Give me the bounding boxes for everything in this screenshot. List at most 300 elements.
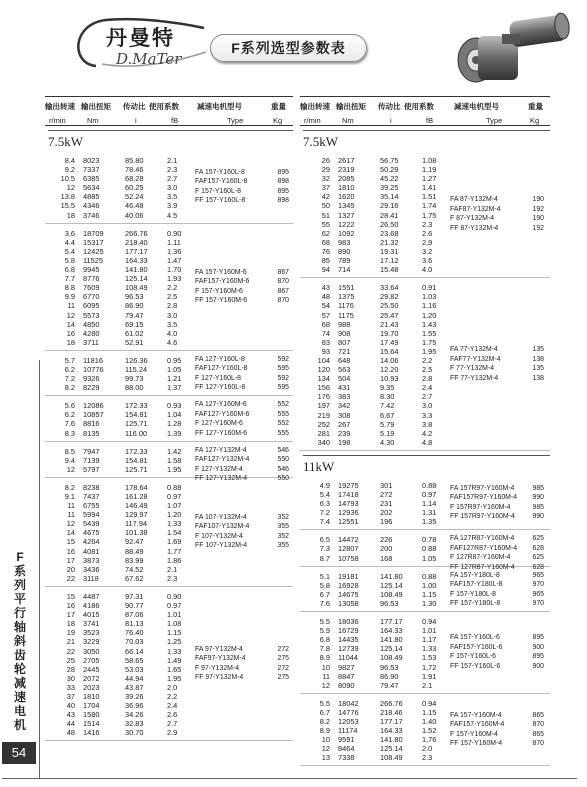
- ratio-cell: 172.33: [125, 401, 148, 411]
- speed-cell: 20: [66, 564, 75, 574]
- table-row: [45, 201, 293, 210]
- table-row: [300, 374, 550, 383]
- speed-cell: 18: [66, 619, 75, 629]
- torque-cell: 1514: [83, 719, 100, 729]
- table-row: [300, 338, 550, 347]
- spec-group: [45, 444, 293, 483]
- torque-cell: 239: [338, 428, 351, 438]
- factor-cell: 0.88: [422, 480, 437, 490]
- section-power-11kw: 11kW: [303, 455, 550, 475]
- motor-type: FA 157-Y160M-4: [450, 711, 502, 719]
- ratio-cell: 125.14: [380, 580, 403, 590]
- motor-weight: 895: [532, 653, 544, 661]
- speed-cell: 8.8: [64, 283, 75, 293]
- motor-weight: 552: [277, 401, 289, 409]
- motor-type: FAF157-Y180L-8: [450, 581, 503, 589]
- motor-type: FA 157-Y160L-8: [195, 168, 245, 176]
- header-factor: 使用系数: [149, 102, 179, 111]
- factor-cell: 1.00: [422, 580, 437, 590]
- factor-cell: 4.5: [167, 210, 178, 220]
- torque-cell: 18042: [338, 698, 359, 708]
- motor-type: F 157-Y160L-6: [450, 653, 496, 661]
- speed-cell: 43: [66, 710, 75, 720]
- torque-cell: 3746: [83, 210, 100, 220]
- speed-cell: 6.8: [64, 265, 75, 275]
- table-row: [300, 626, 550, 635]
- factor-cell: 3.8: [422, 419, 433, 429]
- ratio-cell: 52.91: [125, 337, 144, 347]
- torque-cell: 8238: [83, 482, 100, 492]
- ratio-cell: 85.80: [125, 156, 144, 165]
- factor-cell: 2.0: [167, 682, 178, 692]
- factor-cell: 4.2: [422, 428, 433, 438]
- spec-group: [300, 280, 550, 451]
- factor-cell: 2.3: [422, 753, 433, 763]
- factor-cell: 3.2: [422, 246, 433, 256]
- ratio-cell: 88.49: [125, 546, 144, 556]
- speed-cell: 8.7: [319, 553, 330, 563]
- factor-cell: 1.41: [422, 183, 437, 193]
- table-row: [45, 329, 293, 338]
- factor-cell: 1.49: [167, 655, 182, 665]
- ratio-cell: 141.80: [380, 571, 403, 581]
- speed-cell: 8.2: [64, 383, 75, 393]
- table-row: [45, 165, 293, 174]
- factor-cell: 1.51: [422, 192, 437, 202]
- ratio-cell: 74.52: [125, 564, 144, 574]
- spec-group: [300, 614, 550, 694]
- page-number: 54: [2, 742, 36, 764]
- factor-cell: 1.35: [422, 517, 437, 527]
- table-row: [300, 554, 550, 563]
- torque-cell: 9827: [338, 662, 355, 672]
- ratio-cell: 126.36: [125, 355, 148, 365]
- ratio-cell: 178.64: [125, 482, 148, 492]
- table-row: [300, 365, 550, 374]
- ratio-cell: 7.42: [380, 401, 395, 411]
- torque-cell: 1222: [338, 219, 355, 229]
- factor-cell: 1.17: [422, 635, 437, 645]
- speed-cell: 50: [321, 201, 330, 211]
- table-row: [300, 156, 550, 165]
- table-row: [45, 683, 293, 692]
- motor-weight: 870: [277, 297, 289, 305]
- torque-cell: 1176: [338, 301, 354, 311]
- speed-cell: 6.5: [319, 535, 330, 545]
- speed-cell: 26: [321, 156, 330, 165]
- table-row: [300, 716, 550, 729]
- table-row: [300, 238, 550, 247]
- spec-group: [45, 226, 293, 351]
- table-row: [300, 708, 550, 717]
- ratio-cell: 70.03: [125, 637, 144, 647]
- motor-type: F 157-Y160M-6: [195, 287, 243, 295]
- torque-cell: 504: [338, 374, 351, 384]
- table-row: [45, 419, 293, 428]
- torque-cell: 7139: [83, 455, 100, 465]
- motor-weight: 592: [277, 355, 289, 363]
- motor-weight: 895: [277, 187, 289, 195]
- factor-cell: 1.16: [422, 301, 437, 311]
- torque-cell: 383: [338, 392, 351, 402]
- motor-type: FAF127-Y132M-4: [195, 456, 250, 464]
- factor-cell: 1.25: [167, 637, 182, 647]
- ratio-cell: 76.40: [125, 628, 144, 638]
- torque-cell: 12086: [83, 401, 104, 411]
- factor-cell: 1.21: [167, 374, 182, 384]
- factor-cell: 1.33: [167, 519, 182, 529]
- ratio-cell: 96.53: [125, 292, 144, 302]
- speed-cell: 42: [321, 192, 330, 202]
- speed-cell: 5.8: [319, 580, 330, 590]
- table-row: [300, 183, 550, 192]
- torque-cell: 9945: [83, 265, 100, 275]
- ratio-cell: 8.30: [380, 392, 395, 402]
- torque-cell: 648: [338, 355, 351, 365]
- torque-cell: 1580: [83, 710, 100, 720]
- ratio-cell: 161.28: [125, 492, 148, 501]
- speed-cell: 5.9: [319, 626, 330, 636]
- table-row: [300, 229, 550, 238]
- factor-cell: 0.78: [422, 535, 437, 545]
- speed-cell: 85: [321, 256, 330, 266]
- table-row: [300, 210, 550, 223]
- ratio-cell: 87.06: [125, 610, 144, 620]
- motor-weight: 355: [277, 542, 289, 550]
- factor-cell: 3.0: [167, 183, 178, 193]
- speed-cell: 3.6: [64, 228, 75, 238]
- ratio-cell: 50.29: [380, 165, 399, 175]
- speed-cell: 30: [66, 673, 75, 683]
- ratio-cell: 108.49: [380, 753, 403, 763]
- table-row: [45, 465, 293, 474]
- speed-cell: 6.2: [64, 410, 75, 420]
- torque-cell: 2023: [83, 682, 100, 692]
- motor-type: F 127-Y160M-6: [195, 420, 243, 428]
- table-row: [300, 590, 550, 599]
- ratio-cell: 35.14: [380, 192, 399, 202]
- ratio-cell: 17.49: [380, 337, 399, 347]
- motor-weight: 135: [532, 365, 544, 373]
- motor-weight: 595: [277, 365, 289, 373]
- torque-cell: 10857: [83, 410, 104, 420]
- motor-type: FF 127-Y160L-8: [195, 384, 246, 392]
- table-row: [45, 356, 293, 365]
- motor-weight: 970: [532, 581, 544, 589]
- torque-cell: 19181: [338, 571, 359, 581]
- speed-cell: 197: [317, 401, 330, 411]
- motor-type: FA 97-Y132M-4: [195, 645, 243, 653]
- table-row: [45, 483, 293, 492]
- torque-cell: 3050: [83, 646, 100, 656]
- side-label: F系列平行轴斜齿轮减速电机: [13, 550, 26, 732]
- speed-cell: 55: [321, 219, 330, 229]
- motor-type: FF 97-Y132M-4: [195, 674, 244, 682]
- torque-cell: 11174: [338, 726, 358, 736]
- speed-cell: 7.7: [64, 274, 75, 284]
- table-row: [45, 565, 293, 574]
- ratio-cell: 60.25: [125, 183, 144, 193]
- factor-cell: 1.08: [422, 156, 437, 165]
- factor-cell: 1.75: [422, 210, 437, 220]
- ratio-cell: 92.47: [125, 537, 144, 547]
- header-factor: 使用系数: [404, 102, 434, 111]
- ratio-cell: 141.80: [380, 735, 403, 745]
- motor-type: FA 87-Y132M-4: [450, 196, 498, 204]
- motor-type: F 107-Y132M-4: [195, 532, 243, 540]
- side-rail: [2, 360, 40, 778]
- motor-type: FA 157-Y180L-8: [450, 571, 500, 579]
- header-weight: 重量: [528, 102, 543, 111]
- speed-cell: 7.6: [319, 598, 330, 608]
- table-row: [45, 656, 293, 665]
- ratio-cell: 86.90: [380, 671, 399, 681]
- speed-cell: 176: [317, 392, 330, 402]
- speed-cell: 10: [321, 662, 330, 672]
- motor-type: FF 157R97-Y160M-4: [450, 513, 515, 521]
- torque-cell: 198: [338, 437, 351, 447]
- torque-cell: 4675: [83, 528, 100, 538]
- speed-cell: 22: [66, 646, 75, 656]
- speed-cell: 15: [66, 537, 75, 547]
- torque-cell: 908: [338, 328, 351, 338]
- speed-cell: 32: [321, 174, 330, 184]
- table-row: [45, 183, 293, 192]
- speed-cell: 13: [321, 753, 330, 763]
- table-row: [300, 347, 550, 356]
- motor-type: FF 157-Y160M-4: [450, 740, 503, 748]
- ratio-cell: 40.06: [125, 210, 144, 220]
- factor-cell: 2.2: [167, 691, 178, 701]
- ratio-cell: 141.80: [380, 635, 403, 645]
- factor-cell: 1.20: [422, 310, 437, 320]
- table-row: [300, 744, 550, 753]
- header-ratio: 传动比: [123, 102, 146, 111]
- speed-cell: 48: [66, 728, 75, 738]
- ratio-cell: 21.43: [380, 319, 399, 329]
- torque-cell: 1620: [338, 192, 355, 202]
- factor-cell: 3.6: [422, 256, 433, 266]
- ratio-cell: 117.94: [125, 519, 148, 529]
- ratio-cell: 266.76: [380, 698, 403, 708]
- torque-cell: 8090: [338, 680, 355, 690]
- speed-cell: 134: [317, 374, 330, 384]
- factor-cell: 0.88: [422, 571, 437, 581]
- speed-cell: 48: [321, 292, 330, 302]
- speed-cell: 12: [66, 464, 75, 474]
- factor-cell: 1.95: [167, 464, 182, 474]
- spec-group: [300, 696, 550, 767]
- motor-type: FF 127R87-Y160M-4: [450, 563, 515, 571]
- factor-cell: 3.5: [167, 192, 178, 202]
- table-row: [45, 674, 293, 683]
- torque-cell: 3118: [83, 573, 99, 583]
- table-row: [300, 699, 550, 708]
- header-weight: 重量: [271, 102, 286, 111]
- speed-cell: 14: [66, 528, 75, 538]
- ratio-cell: 272: [380, 490, 393, 499]
- motor-type: FF 107-Y132M-4: [195, 542, 248, 550]
- torque-cell: 7337: [83, 165, 100, 175]
- ratio-cell: 116.00: [125, 428, 148, 438]
- ratio-cell: 146.49: [125, 501, 148, 511]
- ratio-cell: 52.24: [125, 192, 144, 202]
- motor-weight: 870: [277, 278, 289, 286]
- speed-cell: 12: [66, 183, 75, 193]
- ratio-cell: 125.14: [380, 744, 403, 754]
- torque-cell: 14435: [338, 635, 359, 645]
- ratio-cell: 29.16: [380, 201, 399, 211]
- speed-cell: 6.2: [64, 364, 75, 374]
- motor-type: FAF127-Y160L-8: [195, 365, 248, 373]
- table-row: [45, 719, 293, 728]
- motor-type: FAF127-Y160M-6: [195, 410, 250, 418]
- ratio-cell: 26.50: [380, 219, 399, 229]
- motor-weight: 190: [532, 215, 544, 223]
- torque-cell: 308: [338, 410, 351, 420]
- motor-weight: 965: [532, 590, 544, 598]
- speed-cell: 281: [317, 428, 330, 438]
- motor-type: F 157-Y180L-8: [450, 590, 496, 598]
- speed-cell: 28: [66, 664, 75, 674]
- torque-cell: 4346: [83, 201, 100, 211]
- torque-cell: 11816: [83, 355, 104, 365]
- motor-type: FA 127R87-Y160M-4: [450, 535, 515, 543]
- ratio-cell: 9.35: [380, 383, 395, 393]
- torque-cell: 9326: [83, 374, 100, 384]
- speed-cell: 16: [66, 546, 75, 556]
- table-row: [45, 492, 293, 501]
- speed-cell: 74: [321, 328, 330, 338]
- factor-cell: 1.31: [422, 508, 437, 518]
- footer-divider: [2, 778, 577, 779]
- factor-cell: 0.95: [167, 355, 182, 365]
- factor-cell: 1.01: [167, 610, 182, 620]
- speed-cell: 12: [321, 680, 330, 690]
- right-groups-11kw: [300, 478, 550, 767]
- torque-cell: 4186: [83, 601, 100, 611]
- motor-type: FF 87-Y132M-4: [450, 224, 499, 232]
- torque-cell: 2072: [83, 673, 100, 683]
- factor-cell: 2.5: [167, 292, 178, 302]
- factor-cell: 2.4: [422, 383, 433, 393]
- speed-cell: 57: [321, 310, 330, 320]
- speed-cell: 12: [321, 744, 330, 754]
- torque-cell: 983: [338, 237, 351, 247]
- torque-cell: 4885: [83, 192, 100, 202]
- ratio-cell: 6.67: [380, 410, 395, 420]
- speed-cell: 17: [66, 555, 75, 565]
- factor-cell: 1.52: [422, 726, 437, 736]
- torque-cell: 12425: [83, 246, 104, 256]
- motor-type: FA 127-Y132M-4: [195, 446, 247, 454]
- speed-cell: 9.9: [64, 292, 75, 302]
- torque-cell: 9591: [338, 735, 355, 745]
- torque-cell: 807: [338, 337, 351, 347]
- speed-cell: 5.5: [319, 698, 330, 708]
- ratio-cell: 164.33: [380, 626, 403, 636]
- speed-cell: 7.2: [64, 374, 75, 384]
- ratio-cell: 125.14: [380, 644, 403, 654]
- speed-cell: 104: [317, 355, 330, 365]
- ratio-cell: 79.47: [380, 680, 399, 690]
- table-row: [300, 247, 550, 256]
- factor-cell: 1.74: [422, 201, 437, 211]
- factor-cell: 1.30: [422, 598, 437, 608]
- factor-cell: 2.9: [422, 237, 433, 247]
- table-row: [300, 663, 550, 672]
- speed-cell: 8.2: [64, 482, 75, 492]
- motor-weight: 275: [277, 655, 289, 663]
- speed-cell: 37: [321, 183, 330, 193]
- torque-cell: 2445: [83, 664, 100, 674]
- table-row: [45, 610, 293, 619]
- ratio-cell: 58.65: [125, 655, 144, 665]
- ratio-cell: 108.49: [380, 589, 403, 599]
- speed-cell: 5.6: [64, 401, 75, 411]
- header-speed: 输出转速: [300, 102, 330, 111]
- speed-cell: 15: [66, 591, 75, 601]
- ratio-cell: 125.71: [125, 419, 148, 429]
- speed-cell: 22: [66, 573, 75, 583]
- speed-cell: 68: [321, 237, 330, 247]
- torque-cell: 12807: [338, 544, 359, 554]
- factor-cell: 0.90: [167, 591, 182, 601]
- table-row: [45, 156, 293, 165]
- motor-type: F 157-Y160L-8: [195, 187, 241, 195]
- torque-cell: 1416: [83, 728, 100, 738]
- ratio-cell: 218.46: [380, 707, 403, 717]
- table-row: [300, 301, 550, 310]
- unit-speed: r/min: [49, 116, 66, 125]
- torque-cell: 7947: [83, 446, 100, 456]
- torque-cell: 4280: [83, 328, 100, 338]
- table-row: [45, 574, 293, 583]
- speed-cell: 5.4: [64, 246, 75, 256]
- torque-cell: 5573: [83, 310, 100, 320]
- unit-weight: Kg: [273, 116, 283, 125]
- torque-cell: 988: [338, 319, 351, 329]
- motor-weight: 970: [532, 600, 544, 608]
- ratio-cell: 30.70: [125, 728, 144, 738]
- ratio-cell: 177.17: [380, 617, 403, 627]
- motor-weight: 550: [277, 456, 289, 464]
- speed-cell: 51: [321, 210, 330, 220]
- motor-weight: 870: [532, 740, 544, 748]
- spec-group: [300, 153, 550, 278]
- torque-cell: 563: [338, 365, 351, 375]
- factor-cell: 1.76: [422, 735, 437, 745]
- unit-torque: Nm: [87, 116, 99, 125]
- ratio-cell: 86.90: [125, 301, 144, 311]
- speed-cell: 16: [66, 328, 75, 338]
- factor-cell: 2.2: [167, 283, 178, 293]
- unit-factor: fB: [171, 116, 179, 125]
- speed-cell: 11: [67, 510, 75, 520]
- speed-cell: 25: [66, 655, 75, 665]
- table-row: [300, 311, 550, 320]
- motor-weight: 135: [532, 346, 544, 354]
- motor-type: FAF157R97-Y160M-4: [450, 494, 518, 502]
- table-row: [45, 429, 293, 438]
- speed-cell: 9.1: [64, 492, 75, 501]
- factor-cell: 2.3: [167, 573, 178, 583]
- header-motor: 减速电机型号: [454, 102, 499, 111]
- speed-cell: 19: [66, 628, 75, 638]
- torque-cell: 12739: [338, 644, 359, 654]
- motor-type: FAF77-Y132M-4: [450, 355, 501, 363]
- motor-type: FA 157-Y160M-6: [195, 268, 247, 276]
